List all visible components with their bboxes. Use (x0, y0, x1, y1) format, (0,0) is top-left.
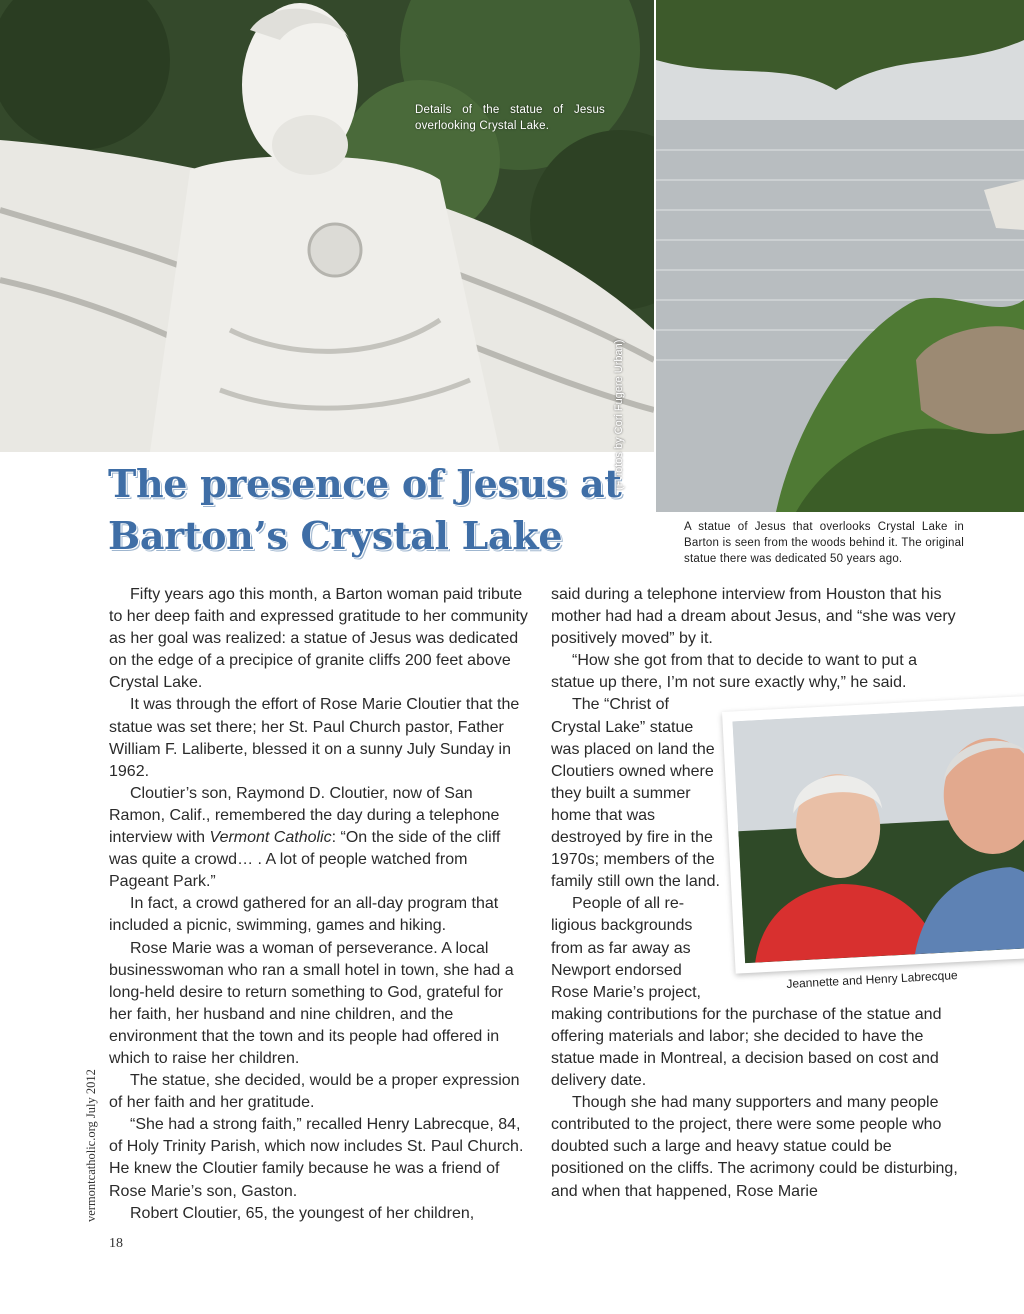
paragraph: It was through the effort of Rose Marie Cloutier that the statue was set there; her St. Paul Church pastor, Father William F. Laliberte, blessed it on a sunny July Sunday in 1962. (109, 696, 520, 780)
paragraph: People of all re-ligious backgrounds from as far away as Newport endorsed Rose Marie’s project, (551, 895, 701, 1001)
lake-caption: A statue of Jesus that overlooks Crystal Lake in Barton is seen from the woods behind it. The original statue there was dedicated 50 years ago. (684, 521, 964, 565)
paragraph: “How she got from that to decide to want to put a statue up there, I’m not sure exactly why,” he said. (551, 652, 918, 692)
lake-illustration (656, 0, 1024, 512)
side-url-date: vermontcatholic.org July 2012 (84, 1069, 98, 1222)
paragraph: The “Christ of Crystal Lake” statue was placed on land the Cloutiers owned where they built a summer home that was destroyed by fire in the 1970s; members of the family still own the land. (551, 696, 720, 891)
paragraph: Though she had many supporters and many people contributed to the project, there were some people who doubted such a large and heavy statue could be positioned on the cliffs. The acrimony could be disturbing, and when that happened, Rose Marie (551, 1094, 958, 1200)
paragraph: In fact, a crowd gathered for an all-day program that included a picnic, swimming, games and hiking. (109, 895, 499, 935)
couple-caption: Jeannette and Henry Labrecque (786, 968, 958, 991)
page-number: 18 (109, 1236, 123, 1251)
paragraph: The statue, she decided, would be a proper expression of her faith and her gratitude. (109, 1072, 520, 1112)
paragraph-text: : “On the side of the cliff was quite a crowd… . A lot of people watched from Pageant Park.” (109, 829, 501, 891)
photo-credit: (Photos by Cori Fugere Urban) (613, 339, 625, 490)
article-column-left (109, 584, 529, 1225)
article-headline: The presence of Jesus at Barton’s Crystal Lake (108, 461, 622, 558)
paragraph: said during a telephone interview from Houston that his mother had had a dream about Jesus, and “she was very positively moved” by it. (551, 586, 956, 648)
statue-caption: Details of the statue of Jesus overlooking Crystal Lake. (415, 104, 605, 132)
publication-name: Vermont Catholic (209, 829, 332, 847)
paragraph: making contributions for the purchase of the statue and offering materials and labor; she decided to have the statue made in Montreal, a decision based on cost and delivery date. (551, 1005, 942, 1090)
article-column-right (551, 584, 961, 1203)
statue-illustration (0, 0, 654, 452)
paragraph-text: Cloutier’s son, Raymond D. Cloutier, now of San Ramon, Calif., remembered the day during a telephone interview with (109, 784, 500, 847)
paragraph: Fifty years ago this month, a Barton woman paid tribute to her deep faith and expressed gratitude to her community as her goal was realized: a statue of Jesus was dedicated on the edge of a precipice of granite cliffs 200 feet above Crystal Lake. (109, 586, 528, 692)
statue-photo (0, 0, 654, 452)
paragraph: Rose Marie was a woman of perseverance. A local businesswoman who ran a small hotel in town, she had a long-held desire to return something to God, grateful for her faith, her husband and nine children, and the environment that the town and its people had offered in which to raise her children. (109, 939, 514, 1067)
paragraph: “She had a strong faith,” recalled Henry Labrecque, 84, of Holy Trinity Parish, which now includes St. Paul Church. He knew the Cloutier family because he was a friend of Rose Marie’s son, Gaston. (109, 1116, 524, 1200)
paragraph: Robert Cloutier, 65, the youngest of her children, (130, 1204, 475, 1222)
lake-photo (656, 0, 1024, 512)
paragraph (109, 783, 529, 893)
